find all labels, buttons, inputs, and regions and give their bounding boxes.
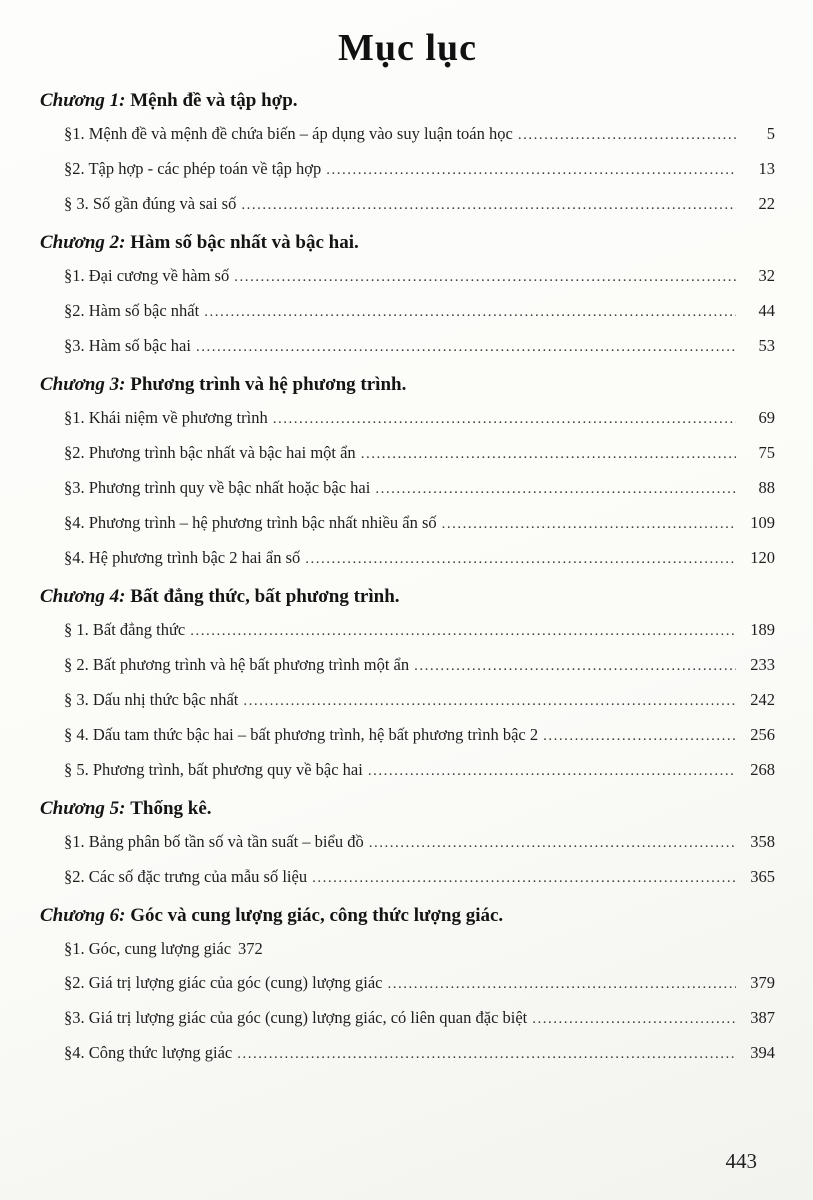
- entry-page-number: 189: [750, 620, 775, 639]
- entry-label: § 3. Dấu nhị thức bậc nhất: [64, 690, 239, 709]
- chapter-title: Bất đẳng thức, bất phương trình.: [130, 586, 400, 607]
- entry-label: §3. Giá trị lượng giác của góc (cung) lượng giác, có liên quan đặc biệt: [64, 1008, 528, 1027]
- entry-label: §1. Mệnh đề và mệnh đề chứa biến – áp dụng vào suy luận toán học: [64, 124, 513, 143]
- entry-page-number: 394: [750, 1043, 775, 1062]
- toc-entry: [40, 401, 775, 436]
- toc-entry: [40, 329, 775, 364]
- chapter-title: Phương trình và hệ phương trình.: [130, 374, 407, 395]
- page-number: 443: [725, 1149, 757, 1173]
- toc-entry: [40, 860, 775, 895]
- chapter-number-label: Chương 5:: [40, 798, 126, 819]
- dot-leader: [414, 655, 736, 676]
- toc-entry: [40, 613, 775, 648]
- toc-entry: [40, 648, 775, 683]
- dot-leader: [241, 194, 736, 215]
- chapter-title: Mệnh đề và tập hợp.: [130, 90, 298, 111]
- entry-page-number: 242: [750, 690, 775, 709]
- dot-leader: [237, 1043, 736, 1064]
- entry-label: § 1. Bất đẳng thức: [64, 620, 186, 639]
- entry-label: §4. Công thức lượng giác: [64, 1043, 233, 1062]
- entry-page-number: 22: [758, 194, 775, 213]
- entry-label: § 3. Số gần đúng và sai số: [64, 194, 237, 213]
- toc-entry: [40, 471, 775, 506]
- dot-leader: [243, 690, 736, 711]
- entry-label: §1. Khái niệm về phương trình: [64, 408, 268, 427]
- entry-page-number: 233: [750, 655, 775, 674]
- entry-page-number: 13: [758, 159, 775, 178]
- dot-leader: [518, 124, 736, 145]
- toc-entry: [40, 294, 775, 329]
- toc-entry: [40, 683, 775, 718]
- entry-label: § 2. Bất phương trình và hệ bất phương trình một ẩn: [64, 655, 410, 674]
- dot-leader: [234, 266, 736, 287]
- entry-label: §4. Hệ phương trình bậc 2 hai ẩn số: [64, 548, 301, 567]
- dot-leader: [532, 1008, 736, 1029]
- chapter-heading: [40, 222, 775, 259]
- dot-leader: [442, 513, 736, 534]
- chapter-number-label: Chương 4:: [40, 586, 126, 607]
- toc-entry: [40, 825, 775, 860]
- entry-label: §1. Góc, cung lượng giác: [64, 939, 232, 958]
- dot-leader: [361, 443, 736, 464]
- entry-page-number: 358: [750, 832, 775, 851]
- toc-entry: [40, 259, 775, 294]
- entry-page-number: 379: [750, 973, 775, 992]
- entry-page-number: 88: [758, 478, 775, 497]
- entry-page-number: 109: [750, 513, 775, 532]
- dot-leader: [388, 973, 737, 994]
- chapter-number-label: Chương 1:: [40, 90, 126, 111]
- dot-leader: [273, 408, 736, 429]
- toc-entry: [40, 152, 775, 187]
- dot-leader: [543, 725, 736, 746]
- entry-page-number: 5: [766, 124, 775, 143]
- entry-page-number: 32: [758, 266, 775, 285]
- entry-page-number: 256: [750, 725, 775, 744]
- entry-page-number: 53: [758, 336, 775, 355]
- toc-entry: [40, 932, 775, 966]
- entry-label: §3. Hàm số bậc hai: [64, 336, 191, 355]
- chapter-number-label: Chương 2:: [40, 232, 126, 253]
- chapter-title: Hàm số bậc nhất và bậc hai.: [130, 232, 359, 253]
- toc-entry: [40, 966, 775, 1001]
- entry-page-number: 372: [238, 939, 263, 958]
- toc-entry: [40, 436, 775, 471]
- entry-page-number: 268: [750, 760, 775, 779]
- chapter-heading: [40, 80, 775, 117]
- dot-leader: [369, 832, 736, 853]
- dot-leader: [196, 336, 736, 357]
- toc-entry: [40, 117, 775, 152]
- chapter-heading: [40, 576, 775, 613]
- toc-entry: [40, 1036, 775, 1071]
- chapter-heading: [40, 364, 775, 401]
- chapter-title: Góc và cung lượng giác, công thức lượng giác.: [130, 905, 504, 926]
- entry-page-number: 44: [758, 301, 775, 320]
- entry-page-number: 120: [750, 548, 775, 567]
- chapter-number-label: Chương 3:: [40, 374, 126, 395]
- toc-list: [40, 80, 775, 1071]
- entry-label: §2. Phương trình bậc nhất và bậc hai một ẩn: [64, 443, 356, 462]
- entry-page-number: 365: [750, 867, 775, 886]
- entry-label: §1. Đại cương về hàm số: [64, 266, 230, 285]
- chapter-heading: [40, 895, 775, 932]
- entry-label: §4. Phương trình – hệ phương trình bậc nhất nhiều ẩn số: [64, 513, 437, 532]
- entry-label: § 5. Phương trình, bất phương quy về bậc hai: [64, 760, 363, 779]
- dot-leader: [190, 620, 736, 641]
- toc-entry: [40, 541, 775, 576]
- dot-leader: [305, 548, 736, 569]
- chapter-title: Thống kê.: [130, 798, 212, 819]
- chapter-heading: [40, 788, 775, 825]
- toc-entry: [40, 1001, 775, 1036]
- entry-label: §2. Hàm số bậc nhất: [64, 301, 200, 320]
- dot-leader: [204, 301, 736, 322]
- dot-leader: [312, 867, 736, 888]
- toc-entry: [40, 187, 775, 222]
- entry-label: §1. Bảng phân bố tần số và tần suất – biểu đồ: [64, 832, 364, 851]
- dot-leader: [326, 159, 736, 180]
- dot-leader: [375, 478, 736, 499]
- entry-label: § 4. Dấu tam thức bậc hai – bất phương trình, hệ bất phương trình bậc 2: [64, 725, 539, 744]
- chapter-number-label: Chương 6:: [40, 905, 126, 926]
- entry-label: §2. Giá trị lượng giác của góc (cung) lượng giác: [64, 973, 383, 992]
- entry-label: §2. Tập hợp - các phép toán về tập hợp: [64, 159, 322, 178]
- entry-label: §3. Phương trình quy về bậc nhất hoặc bậc hai: [64, 478, 371, 497]
- page-title: Mục lục: [338, 27, 477, 69]
- toc-entry: [40, 506, 775, 541]
- entry-page-number: 75: [758, 443, 775, 462]
- toc-entry: [40, 718, 775, 753]
- toc-entry: [40, 753, 775, 788]
- entry-label: §2. Các số đặc trưng của mẫu số liệu: [64, 867, 308, 886]
- entry-page-number: 387: [750, 1008, 775, 1027]
- dot-leader: [368, 760, 736, 781]
- entry-page-number: 69: [758, 408, 775, 427]
